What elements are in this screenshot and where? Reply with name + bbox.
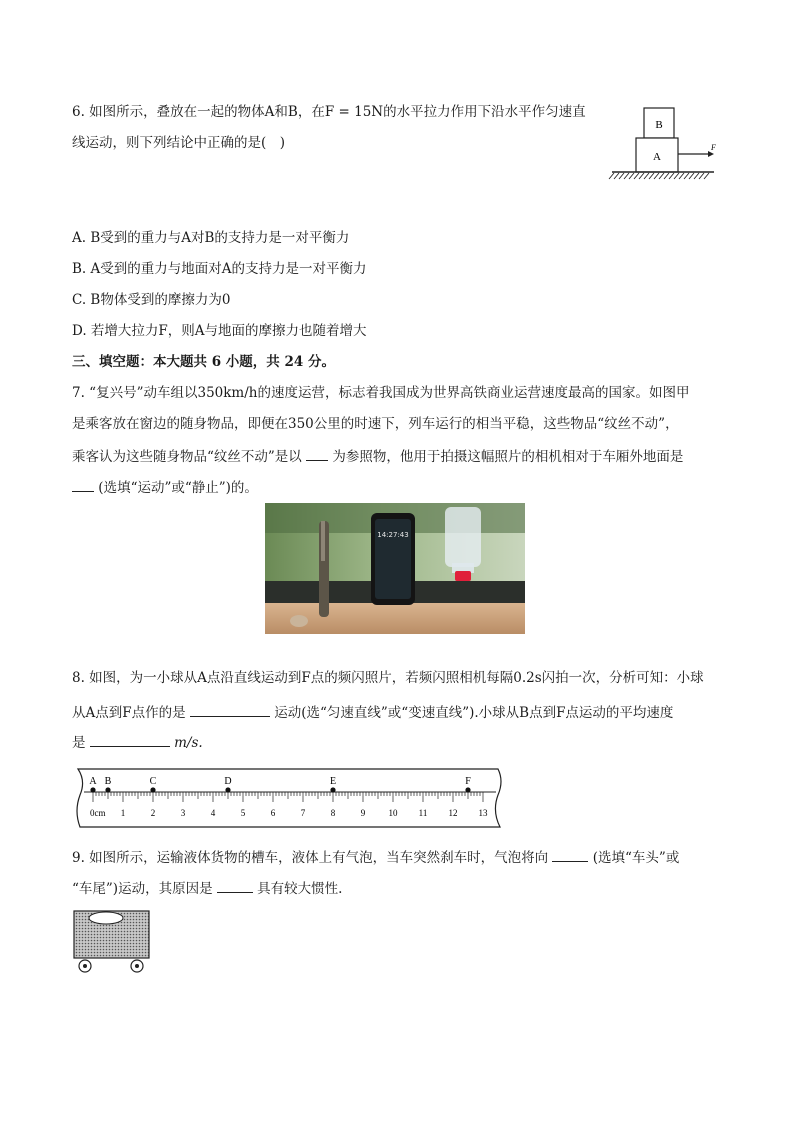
ruler-number-label: 6 [270,808,276,818]
q6-option-c: C. B物体受到的摩擦力为0 [72,292,231,308]
ruler-number-label: 4 [210,808,216,818]
q9-stem-line1 [72,846,679,868]
ruler-number-label: 2 [150,808,156,818]
bottle-cap [455,571,471,581]
q9-stem-line2 [72,877,342,899]
q7-train-window-photo [265,503,525,634]
q7-stem-line2: 是乘客放在窗边的随身物品，即便在350公里的时速下，列车运行的相当平稳，这些物品“纹丝不动”， [72,416,679,432]
flash-point [330,787,335,792]
q9-line1-text-a: 9. 如图所示，运输液体货物的槽车，液体上有气泡，当车突然刹车时，气泡将向 [72,850,549,866]
flash-point-label: B [104,776,112,787]
flash-point [105,787,110,792]
q9-answer-blank-2[interactable] [217,877,253,893]
q7-line4-text: (选填“运动”或“静止”)的。 [98,480,258,496]
ruler-number-label: 13 [478,808,488,818]
q9-tank-truck-figure [72,909,152,975]
flash-point [150,787,155,792]
flash-point-label: F [465,776,471,787]
q6-option-d: D. 若增大拉力F，则A与地面的摩擦力也随着增大 [72,323,367,339]
flash-point-label: E [329,776,337,787]
ruler-number-label: 11 [418,808,428,818]
q9-line1-text-b: (选填“车头”或 [592,850,680,866]
q7-answer-blank-1[interactable] [306,445,328,461]
ground-hatching [609,173,709,179]
ruler-number-label: 5 [240,808,246,818]
q6-blocks-figure [608,104,718,184]
q8-line3-unit: m/s. [174,735,203,751]
q6-stem-line1: 6. 如图所示，叠放在一起的物体A和B，在F = 15N的水平拉力作用下沿水平作匀速直 [72,104,586,120]
q9-line2-text-a: “车尾”)运动，其原因是 [72,881,213,897]
flash-point-label: C [149,776,157,787]
q7-stem-line1: 7. “复兴号”动车组以350km/h的速度运营，标志着我国成为世界高铁商业运营速度最高的国家。如图甲 [72,385,690,401]
water-bottle [445,507,481,567]
q9-line2-text-b: 具有较大惯性. [257,881,343,897]
flash-point [90,787,95,792]
ruler-unit-label: 0cm [90,808,106,818]
q8-ruler-figure [72,765,504,830]
flash-point-label: A [89,776,97,787]
q7-line3-text-b: 为参照物，他用于拍摄这幅照片的相机相对于车厢外地面是 [332,449,684,465]
q6-option-b: B. A受到的重力与地面对A的支持力是一对平衡力 [72,261,367,277]
q7-stem-line4 [72,476,258,498]
q7-stem-line3 [72,445,683,467]
flash-point [465,787,470,792]
ruler-number-label: 10 [388,808,398,818]
force-label: F [711,143,716,152]
ruler-number-label: 3 [180,808,186,818]
q8-answer-blank-2[interactable] [90,731,170,747]
block-b-label: B [655,119,663,131]
phone-clock: 14:27:43 [377,531,409,539]
ruler-number-label: 9 [360,808,366,818]
ruler-number-label: 12 [448,808,458,818]
ruler-number-label: 8 [330,808,336,818]
q8-stem-line3 [72,731,203,753]
q8-line3-text-a: 是 [72,735,86,751]
ruler-number-label: 7 [300,808,306,818]
q8-answer-blank-1[interactable] [190,701,270,717]
air-bubble [89,912,123,924]
q8-line2-text-b: 运动(选“匀速直线”或“变速直线”).小球从B点到F点运动的平均速度 [274,705,674,721]
q8-stem-line1: 8. 如图，为一小球从A点沿直线运动到F点的频闪照片，若频闪照相机每隔0.2s闪拍一次，分析可知：小球 [72,670,704,686]
q6-option-a: A. B受到的重力与A对B的支持力是一对平衡力 [72,230,350,246]
flash-point [225,787,230,792]
q6-stem-line2: 线运动，则下列结论中正确的是( ) [72,135,286,151]
q8-stem-line2 [72,701,673,723]
ruler-body [77,769,501,827]
q7-line3-text-a: 乘客认为这些随身物品“纹丝不动”是以 [72,449,302,465]
section-3-heading: 三、填空题：本大题共 6 小题，共 24 分。 [72,354,335,370]
q8-line2-text-a: 从A点到F点作的是 [72,705,186,721]
q9-answer-blank-1[interactable] [552,846,588,862]
block-a-label: A [653,151,661,163]
flash-point-label: D [224,776,232,787]
ruler-number-label: 1 [120,808,126,818]
q7-answer-blank-2[interactable] [72,476,94,492]
